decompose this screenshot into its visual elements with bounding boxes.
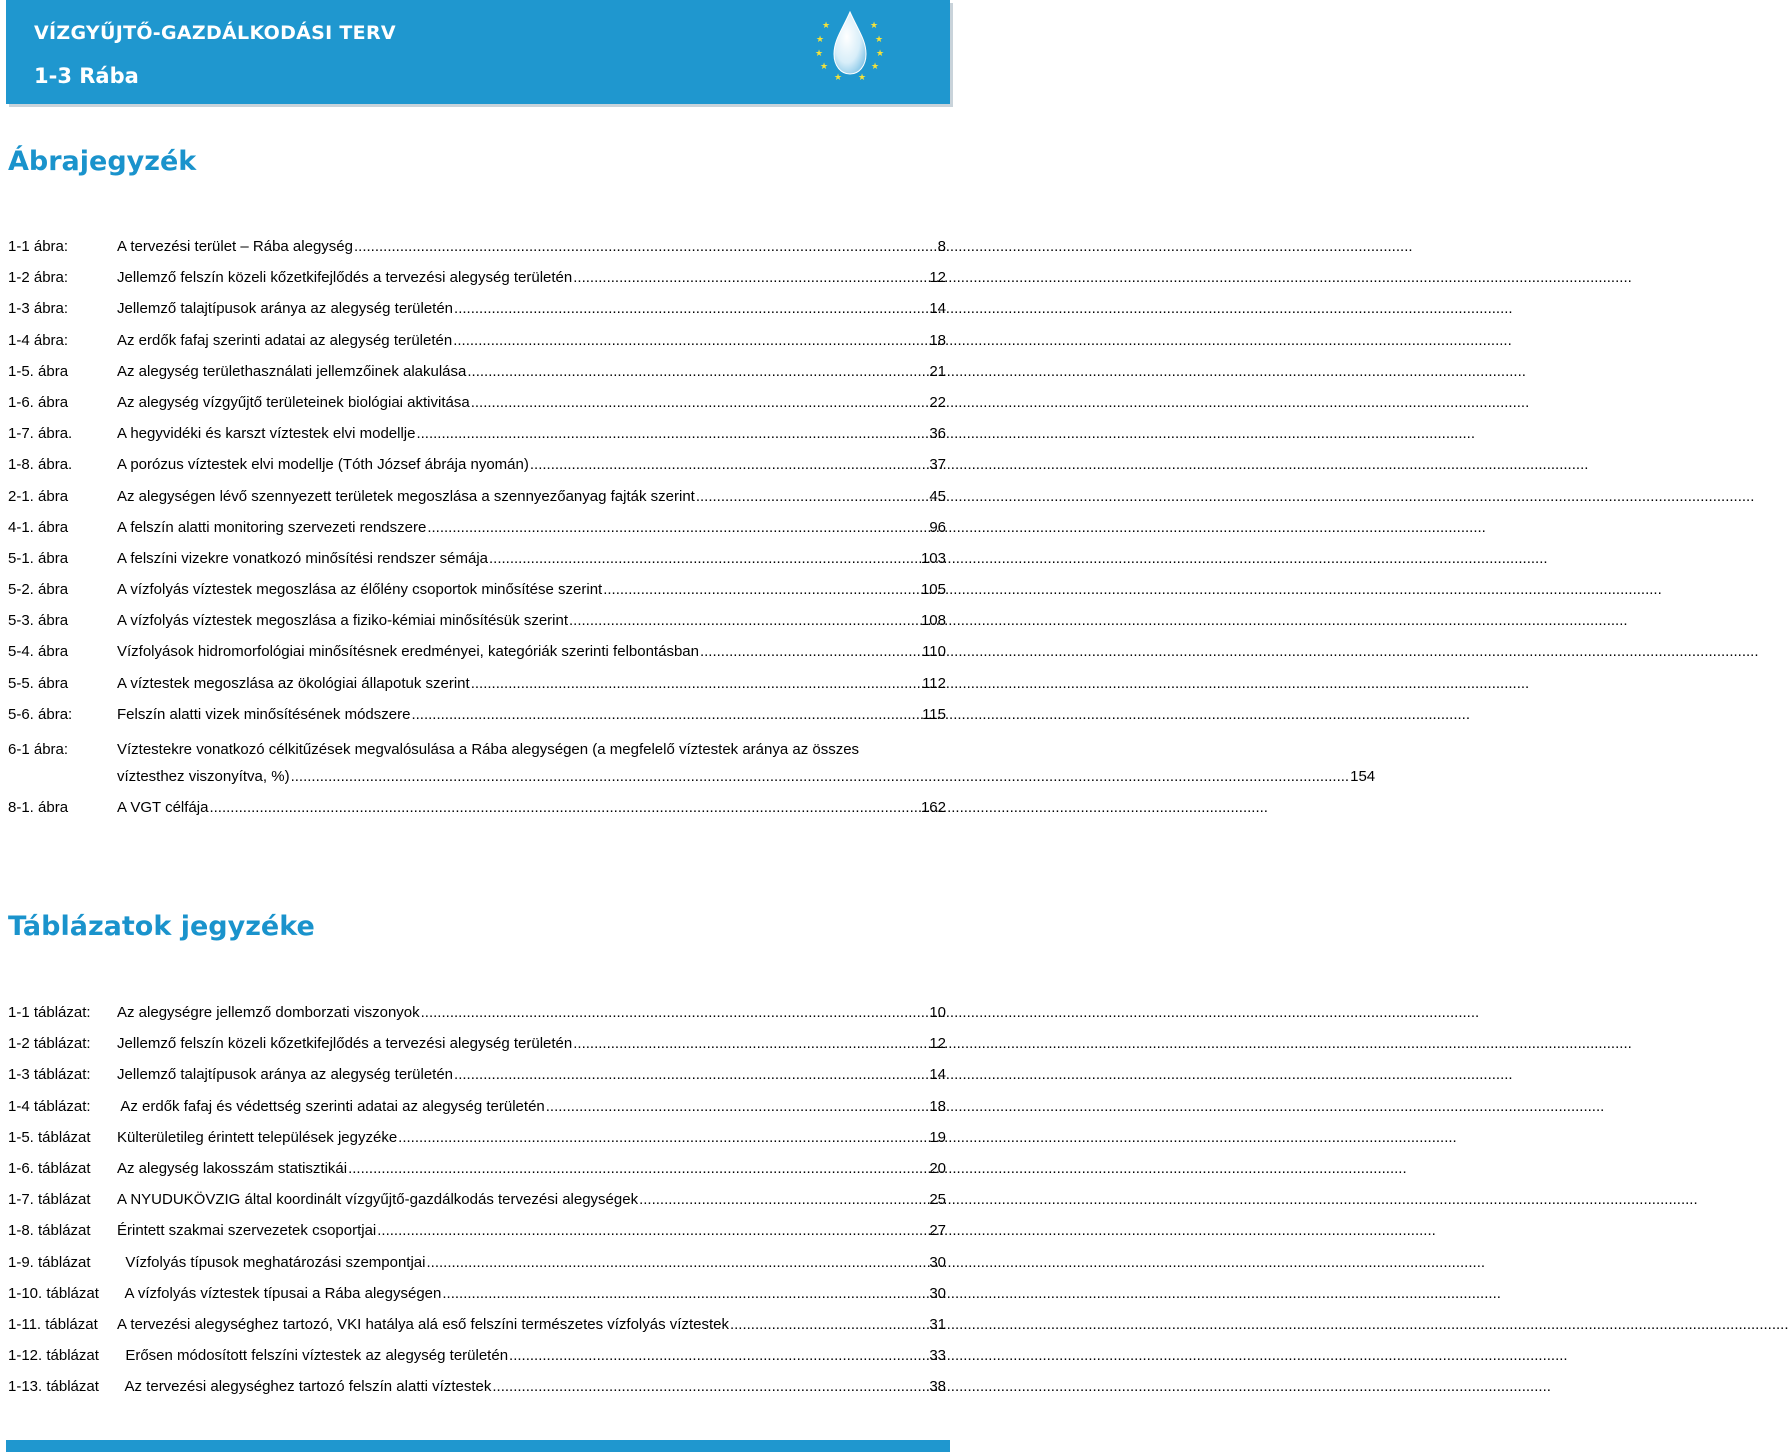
dot-leader: [700, 642, 921, 661]
entry-page-number: 18: [929, 331, 946, 349]
entry-number: 1-8. táblázat: [8, 1222, 91, 1240]
entry-page-number: 154: [1350, 768, 1376, 785]
entry-number: 1-6. táblázat: [8, 1159, 91, 1177]
dot-leader: [471, 674, 921, 693]
document-subtitle: 1-3 Rába: [34, 64, 139, 88]
entry-page-number: 162: [920, 799, 946, 816]
entry-number: 1-2 ábra:: [8, 269, 69, 287]
dot-leader: [603, 580, 920, 599]
dot-leader: [354, 237, 937, 256]
entry-title: Vízfolyás típusok meghatározási szempontjai: [117, 1253, 426, 1271]
toc-entry[interactable]: [8, 798, 946, 829]
entry-number: 5-3. ábra: [8, 612, 69, 630]
entry-number: 6-1 ábra:: [8, 741, 69, 758]
dot-leader: [471, 393, 929, 412]
toc-entry[interactable]: [8, 393, 946, 424]
dot-leader: [416, 424, 928, 443]
entry-page-number: 22: [929, 393, 946, 411]
entry-title: A felszín alatti monitoring szervezeti rendszere: [117, 518, 427, 536]
dot-leader: [730, 1315, 928, 1334]
entry-title: A vízfolyás víztestek megoszlása a fiziko-kémiai minősítésük szerint: [117, 612, 568, 630]
entry-number: 8-1. ábra: [8, 799, 69, 816]
entry-number: 4-1. ábra: [8, 518, 69, 536]
entry-number: 5-2. ábra: [8, 581, 69, 599]
entry-page-number: 20: [929, 1159, 946, 1177]
dot-leader: [530, 455, 928, 474]
svg-text:★: ★: [815, 49, 824, 59]
entry-number: 1-5. táblázat: [8, 1128, 91, 1146]
toc-entry[interactable]: [8, 580, 946, 611]
toc-entry[interactable]: [8, 549, 946, 580]
svg-text:★: ★: [816, 35, 825, 45]
svg-text:★: ★: [834, 73, 843, 83]
toc-entry[interactable]: [8, 331, 946, 362]
dot-leader: [696, 487, 928, 506]
dot-leader: [489, 549, 920, 568]
tables-list: [8, 1003, 946, 1408]
entry-page-number: 18: [929, 1097, 946, 1115]
entry-title: A hegyvidéki és karszt víztestek elvi modellje: [117, 425, 416, 443]
entry-page-number: 8: [937, 238, 946, 255]
water-drop-logo-icon: [812, 6, 888, 86]
svg-text:★: ★: [871, 62, 880, 72]
entry-title: Vízfolyások hidromorfológiai minősítésnek eredményei, kategóriák szerinti felbontásban: [117, 643, 699, 661]
entry-number: 1-4 ábra:: [8, 331, 69, 349]
entry-page-number: 108: [920, 612, 946, 630]
dot-leader: [421, 1003, 929, 1022]
document-title: VÍZGYŰJTŐ-GAZDÁLKODÁSI TERV: [34, 22, 396, 44]
entry-title: Jellemző talajtípusok aránya az alegység területén: [117, 300, 454, 318]
entry-title: A vízfolyás víztestek megoszlása az élőlény csoportok minősítése szerint: [117, 581, 603, 599]
entry-title: Az alegység területhasználati jellemzőinek alakulása: [117, 362, 467, 380]
dot-leader: [454, 299, 928, 318]
entry-title: Víztestekre vonatkozó célkitűzések megvalósulása a Rába alegységen (a megfelelő víztestek aránya az összes: [117, 741, 860, 758]
toc-entry[interactable]: [8, 1315, 946, 1346]
entry-number: 1-2 táblázat:: [8, 1035, 91, 1053]
dot-leader: [426, 1253, 928, 1272]
entry-number: 1-3 táblázat:: [8, 1066, 91, 1084]
svg-text:★: ★: [875, 35, 884, 45]
entry-title: A vízfolyás víztestek típusai a Rába alegységen: [117, 1284, 442, 1302]
toc-entry[interactable]: [8, 518, 946, 549]
entry-number: 1-13. táblázat: [8, 1378, 99, 1396]
entry-title: A VGT célfája: [117, 799, 209, 816]
svg-text:★: ★: [858, 73, 867, 83]
entry-title: Jellemző felszín közeli kőzetkifejlődés a tervezési alegység területén: [117, 1035, 573, 1053]
entry-title: Jellemző talajtípusok aránya az alegység területén: [117, 1066, 454, 1084]
figures-list: [8, 237, 1376, 829]
dot-leader: [509, 1346, 928, 1365]
entry-page-number: 12: [929, 1035, 946, 1053]
entry-title: A felszíni vizekre vonatkozó minősítési rendszer sémája: [117, 549, 488, 567]
entry-page-number: 115: [922, 705, 946, 723]
entry-page-number: 45: [929, 487, 946, 505]
entry-page-number: 37: [929, 456, 946, 474]
toc-entry[interactable]: [8, 455, 946, 486]
entry-number: 1-1 ábra:: [8, 238, 69, 255]
entry-number: 1-7. táblázat: [8, 1191, 91, 1209]
toc-entry[interactable]: [8, 1190, 946, 1221]
entry-page-number: 103: [920, 549, 946, 567]
entry-number: 1-12. táblázat: [8, 1347, 99, 1365]
entry-title: Az alegység lakosszám statisztikái: [117, 1159, 348, 1177]
entry-number: 1-6. ábra: [8, 393, 69, 411]
toc-entry[interactable]: [8, 1159, 946, 1190]
figures-heading: Ábrajegyzék: [8, 146, 197, 177]
dot-leader: [453, 331, 928, 350]
entry-title: Jellemző felszín közeli kőzetkifejlődés a tervezési alegység területén: [117, 269, 573, 287]
toc-entry[interactable]: [8, 1253, 946, 1284]
entry-number: 1-11. táblázat: [8, 1315, 98, 1333]
svg-text:★: ★: [822, 21, 831, 31]
toc-entry[interactable]: [8, 642, 946, 673]
entry-number: 5-5. ábra: [8, 674, 69, 692]
toc-entry[interactable]: [8, 1097, 946, 1128]
entry-title: A NYUDUKÖVZIG által koordinált vízgyűjtő-gazdálkodás tervezési alegységek: [117, 1191, 639, 1209]
entry-title: Érintett szakmai szervezetek csoportjai: [117, 1222, 377, 1240]
entry-title: Az tervezési alegységhez tartozó felszín alatti víztestek: [117, 1378, 492, 1396]
dot-leader: [209, 798, 920, 817]
entry-title: A tervezési alegységhez tartozó, VKI hatálya alá eső felszíni természetes vízfolyás víztestek: [117, 1315, 729, 1333]
entry-title: Az erdők fafaj szerinti adatai az alegység területén: [117, 331, 453, 349]
entry-title: A porózus víztestek elvi modellje (Tóth József ábrája nyomán): [117, 456, 529, 474]
entry-page-number: 110: [922, 643, 946, 661]
footer-bar: [6, 1440, 950, 1452]
entry-page-number: 14: [929, 300, 946, 318]
dot-leader: [442, 1284, 928, 1303]
entry-number: 1-1 táblázat:: [8, 1004, 91, 1021]
entry-title: Erősen módosított felszíni víztestek az alegység területén: [117, 1347, 509, 1365]
entry-page-number: 105: [920, 581, 946, 599]
toc-entry[interactable]: [8, 1003, 946, 1034]
entry-title: A tervezési terület – Rába alegység: [117, 238, 353, 255]
toc-entry[interactable]: [8, 1034, 946, 1065]
entry-page-number: 30: [929, 1284, 946, 1302]
entry-title: A víztestek megoszlása az ökológiai állapotuk szerint: [117, 674, 470, 692]
svg-text:★: ★: [876, 49, 885, 59]
dot-leader: [492, 1377, 928, 1396]
entry-page-number: 25: [929, 1191, 946, 1209]
toc-entry[interactable]: [8, 299, 946, 330]
toc-entry[interactable]: [8, 237, 946, 268]
dot-leader: [454, 1065, 928, 1084]
entry-number: 5-1. ábra: [8, 549, 69, 567]
entry-number: 1-10. táblázat: [8, 1284, 99, 1302]
dot-leader: [427, 518, 928, 537]
dot-leader: [639, 1190, 928, 1209]
dot-leader: [398, 1128, 928, 1147]
entry-number: 1-8. ábra.: [8, 456, 73, 474]
toc-entry[interactable]: [8, 362, 946, 393]
entry-page-number: 112: [922, 674, 946, 692]
entry-number: 1-7. ábra.: [8, 425, 73, 443]
dot-leader: [467, 362, 928, 381]
entry-title-continued: víztesthez viszonyítva, %): [117, 768, 290, 785]
toc-entry[interactable]: [8, 424, 946, 455]
entry-number: 1-3 ábra:: [8, 300, 69, 318]
entry-title: Az alegységen lévő szennyezett területek megoszlása a szennyezőanyag fajták szerint: [117, 487, 695, 505]
toc-entry[interactable]: [8, 487, 946, 518]
entry-page-number: 31: [929, 1315, 946, 1333]
entry-page-number: 38: [929, 1378, 946, 1396]
toc-entry[interactable]: [8, 1221, 946, 1252]
entry-number: 1-5. ábra: [8, 362, 69, 380]
svg-text:★: ★: [870, 21, 879, 31]
tables-heading: Táblázatok jegyzéke: [8, 911, 315, 942]
entry-number: 5-6. ábra:: [8, 705, 73, 723]
dot-leader: [546, 1097, 929, 1116]
entry-number: 5-4. ábra: [8, 643, 69, 661]
entry-title: Külterületileg érintett települések jegyzéke: [117, 1128, 398, 1146]
entry-title: Az alegység vízgyűjtő területeinek biológiai aktivitása: [117, 393, 470, 411]
toc-entry[interactable]: [8, 1346, 946, 1377]
entry-number: 1-9. táblázat: [8, 1253, 91, 1271]
entry-title: Az erdők fafaj és védettség szerinti adatai az alegység területén: [117, 1097, 545, 1115]
dot-leader: [569, 611, 920, 630]
dot-leader: [377, 1221, 928, 1240]
entry-page-number: 12: [929, 269, 946, 287]
toc-entry[interactable]: [8, 1065, 946, 1096]
toc-entry[interactable]: [8, 1284, 946, 1315]
toc-entry[interactable]: [8, 1128, 946, 1159]
entry-page-number: 10: [929, 1004, 946, 1021]
dot-leader: [348, 1159, 928, 1178]
dot-leader: [573, 1034, 928, 1053]
entry-title: Felszín alatti vizek minősítésének módszere: [117, 705, 411, 723]
svg-text:★: ★: [820, 62, 829, 72]
entry-page-number: 33: [929, 1347, 946, 1365]
dot-leader: [411, 705, 921, 724]
entry-page-number: 19: [929, 1128, 946, 1146]
toc-entry[interactable]: [8, 674, 946, 705]
entry-title: Az alegységre jellemző domborzati viszonyok: [117, 1004, 420, 1021]
entry-page-number: 14: [929, 1066, 946, 1084]
toc-entry[interactable]: [8, 705, 946, 736]
entry-page-number: 96: [929, 518, 946, 536]
dot-leader: [291, 763, 1350, 790]
toc-entry[interactable]: [8, 1377, 946, 1408]
entry-page-number: 36: [929, 425, 946, 443]
entry-page-number: 30: [929, 1253, 946, 1271]
entry-page-number: 27: [929, 1222, 946, 1240]
toc-entry[interactable]: [8, 736, 1376, 798]
toc-entry[interactable]: [8, 268, 946, 299]
dot-leader: [573, 268, 928, 287]
entry-number: 1-4 táblázat:: [8, 1097, 91, 1115]
header-banner: [6, 0, 950, 104]
entry-number: 2-1. ábra: [8, 487, 69, 505]
toc-entry[interactable]: [8, 611, 946, 642]
entry-page-number: 21: [929, 362, 946, 380]
